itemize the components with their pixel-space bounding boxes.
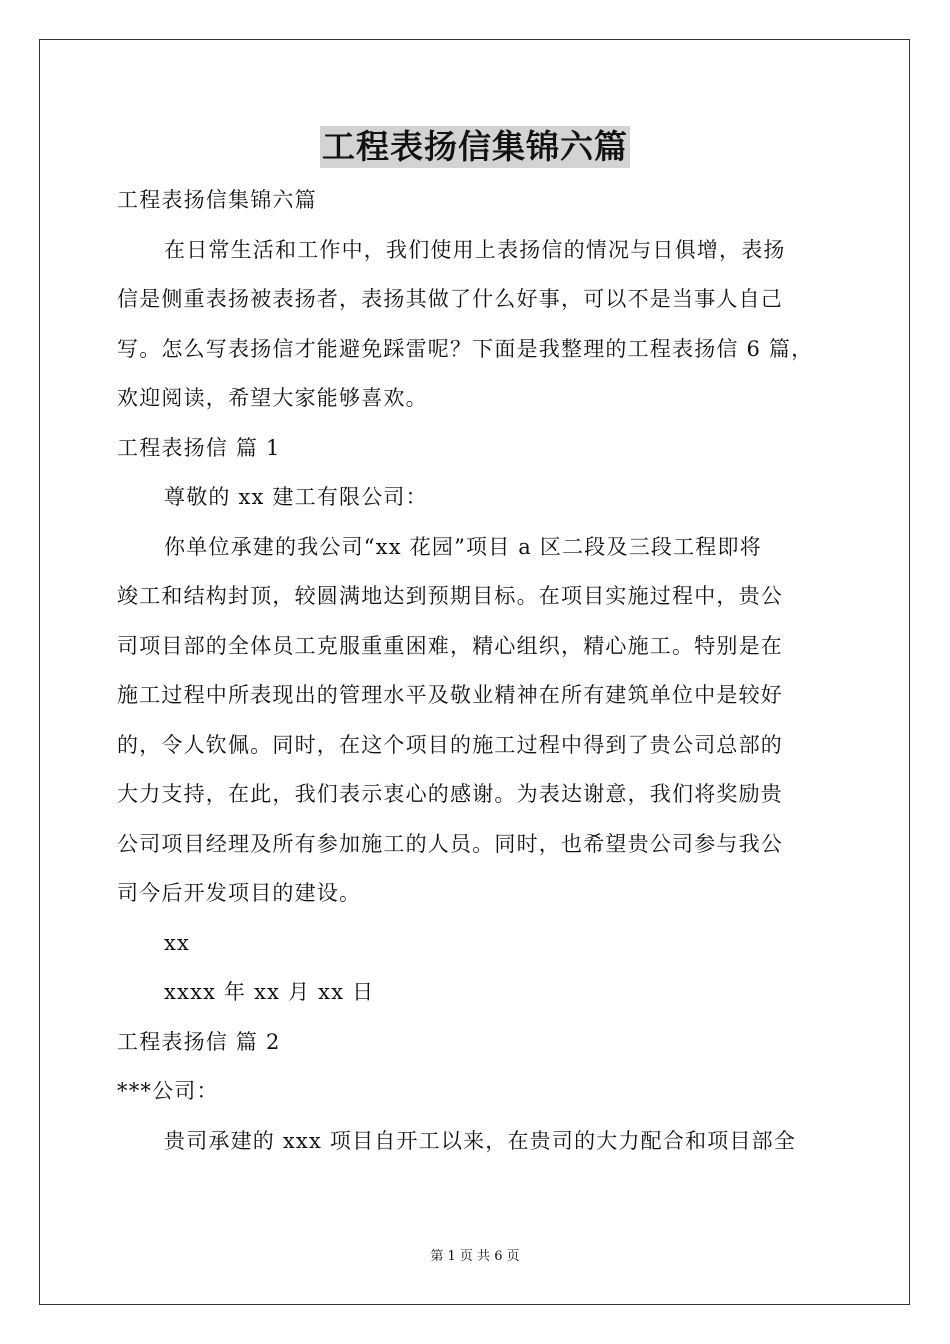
text-line: 公司项目经理及所有参加施工的人员。同时，也希望贵公司参与我公 [117, 831, 783, 856]
title-container [0, 126, 950, 168]
text-line: 信是侧重表扬被表扬者，表扬其做了什么好事，可以不是当事人自己 [117, 287, 783, 311]
document-body [117, 176, 842, 1166]
text-line: 司项目部的全体员工克服重重困难，精心组织，精心施工。特别是在 [117, 633, 783, 658]
text-line: 尊敬的 xx 建工有限公司： [164, 485, 428, 509]
text-line: 工程表扬信 篇 1 [117, 435, 281, 460]
text-line: xx [164, 930, 191, 955]
text-line: 工程表扬信 篇 2 [117, 1029, 281, 1054]
page-footer: 第 1 页 共 6 页 [430, 1249, 520, 1264]
text-line: 贵司承建的 xxx 项目自开工以来，在贵司的大力配合和项目部全 [164, 1128, 797, 1153]
text-line: 大力支持，在此，我们表示衷心的感谢。为表达谢意，我们将奖励贵 [117, 782, 783, 806]
text-line: 你单位承建的我公司“xx 花园”项目 a 区二段及三段工程即将 [164, 534, 762, 559]
text-line: 司今后开发项目的建设。 [117, 881, 362, 905]
text-line: 竣工和结构封顶，较圆满地达到预期目标。在项目实施过程中，贵公 [117, 584, 783, 608]
text-line: 施工过程中所表现出的管理水平及敬业精神在所有建筑单位中是较好 [117, 683, 783, 707]
text-line: xxxx 年 xx 月 xx 日 [164, 980, 375, 1004]
text-line: 工程表扬信集锦六篇 [117, 188, 317, 212]
text-line: 的，令人钦佩。同时，在这个项目的施工过程中得到了贵公司总部的 [117, 732, 783, 757]
document-title: 工程表扬信集锦六篇 [322, 127, 628, 166]
text-line: ***公司： [117, 1079, 219, 1103]
text-line: 欢迎阅读，希望大家能够喜欢。 [117, 386, 428, 410]
text-line: 写。怎么写表扬信才能避免踩雷呢？下面是我整理的工程表扬信 6 篇， [117, 336, 814, 361]
text-line: 在日常生活和工作中，我们使用上表扬信的情况与日俱增，表扬 [164, 237, 786, 262]
